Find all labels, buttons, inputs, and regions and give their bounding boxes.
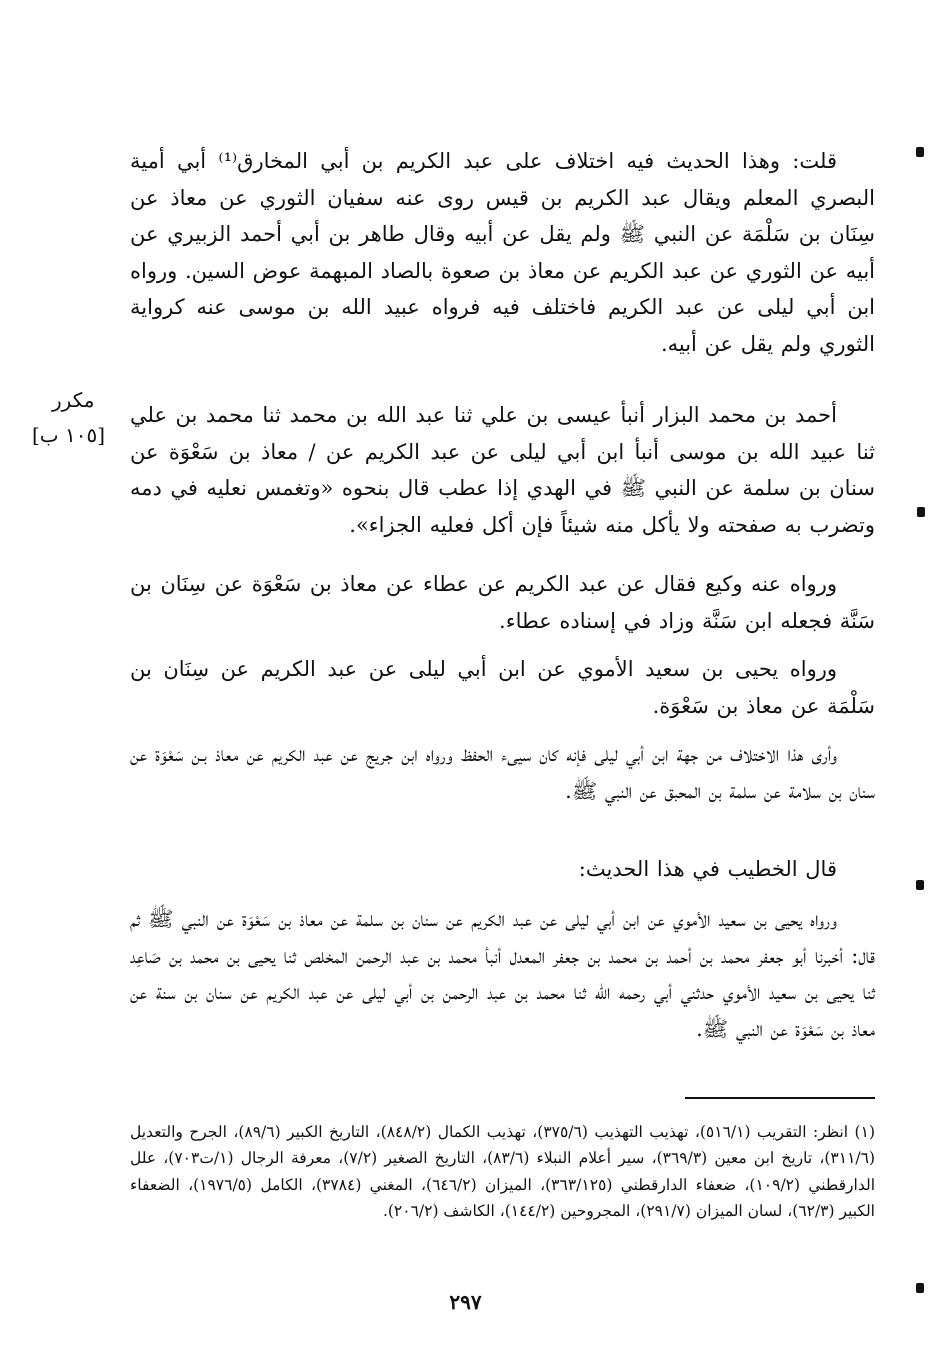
margin-mark	[916, 147, 924, 157]
margin-mark	[916, 880, 924, 890]
paragraph-3: ورواه عنه وكيع فقال عن عبد الكريم عن عطاء عن معاذ بن سَعْوَة عن سِنَان بن سَنَّة فجعله ابن سَنَّة وزاد في إسناده عطاء.	[130, 572, 875, 633]
paragraph-5: وأرى هذا الاختلاف من جهة ابن أبي ليلى فإنه كان سيىء الحفظ ورواه ابن جريج عن عبد الكريم عن معاذ بـن سَعْوَة عن سنان بن سلامة عن سلمة بن المحبق عن النبي ﷺ.	[130, 742, 875, 803]
page-number: ٢٩٧	[449, 1290, 482, 1314]
margin-mark	[917, 507, 925, 517]
paragraph-1: قلت: وهذا الحديث فيه اختلاف على عبد الكريم بن أبي المخارق⁽¹⁾ أبي أمية البصري المعلم ويقال عبد الكريم بن قيس روى عنه سفيان الثوري عن معاذ عن سِنَان بن سَلْمَة عن النبي ﷺ ولم يقل عن أبيه وقال طاهر بن أبي أحمد الزبيري عن أبيه عن الثوري عن عبد الكريم عن معاذ بن صعوة بالصاد المبهمة عوض السين. ورواه ابن أبي ليلى عن عبد الكريم فاختلف فيه فرواه عبيد الله بن موسى عنه كرواية الثوري ولم يقل عن أبيه.	[130, 149, 875, 356]
margin-note-repeat: مكرر	[52, 388, 95, 412]
footnote: (١) انظر: التقريب (٥١٦/١)، تهذيب التهذيب (٣٧٥/٦)، تهذيب الكمال (٨٤٨/٢)، التاريخ الكبير (٨٩/٦)، الجرح والتعديل (٣١١/٦)، تاريخ ابن معين (٣٦٩/٣)، سير أعلام النبلاء (٨٣/٦)، التاريخ الصغير (٧/٢)، معرفة الرجال (١/ت٧٠٣)، علل الدارقطني (١٠٩/٢)، ضعفاء الدارقطني (٣٦٣/١٢٥)، الميزان (٦٤٦/٢)، المغني (٣٧٨٤)، الكامل (١٩٧٦/٥)، الضعفاء الكبير (٦٢/٣)، لسان الميزان (٢٩١/٧)، المجروحين (١٤٤/٢)، الكاشف (٢٠٦/٢).	[130, 1122, 876, 1220]
paragraph-4: ورواه يحيى بن سعيد الأموي عن ابن أبي ليلى عن عبد الكريم عن سِنَان بن سَلْمَة عن معاذ بن سَعْوَة.	[130, 657, 875, 718]
paragraph-2: أحمد بن محمد البزار أنبأ عيسى بن علي ثنا عبد الله بن محمد ثنا محمد بن علي ثنا عبيد الله بن موسى أنبأ ابن أبي ليلى عن عبد الكريم عن / معاذ بن سَعْوَة عن سنان بن سلمة عن النبي ﷺ في الهدي إذا عطب قال بنحوه «وتغمس نعليه في دمه وتضرب به صفحته ولا يأكل منه شيئاً فإن أكل فعليه الجزاء».	[130, 403, 875, 537]
paragraph-7: ورواه يحيى بن سعيد الأموي عن ابن أبي ليلى عن عبد الكريم عن سنان بن سلمة عن معاذ بن سَعْوَة عن النبي ﷺ ثم قال: أخبرنا أبو جعفر محمد بن أحمد بن محمد بن جعفر المعدل أنبأ محمد بن عبد الرحمن المخلص ثنا يحيى بن محمد بن صَاعِد ثنا يحيى بن سعيد الأموي حدثني أبي رحمه الله ثنا محمد بن عبد الرحمن بن أبي ليلى عن عبد الكريم عن سنان بن سنة عن معاذ بن سَعْوَة عن النبي ﷺ.	[130, 907, 875, 1041]
paragraph-6: قال الخطيب في هذا الحديث:	[578, 857, 837, 881]
margin-note-folio: [١٠٥ ب]	[32, 423, 106, 447]
footnote-divider	[685, 1097, 875, 1099]
